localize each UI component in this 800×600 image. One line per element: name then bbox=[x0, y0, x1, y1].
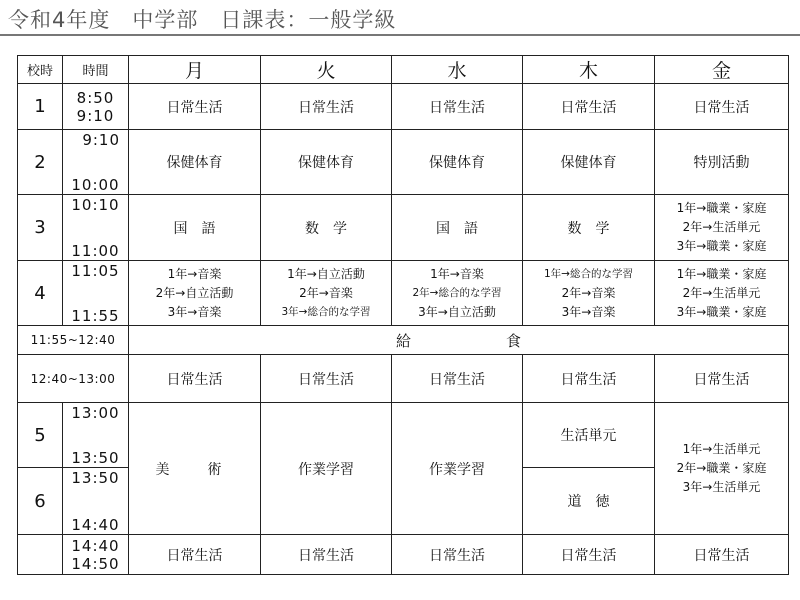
cell-mon: 保健体育 bbox=[129, 130, 261, 195]
header-time: 時間 bbox=[63, 56, 129, 84]
grade-line: 3年→音楽 bbox=[561, 304, 616, 319]
period-time bbox=[63, 535, 129, 575]
time-start: 13:00 bbox=[71, 403, 120, 422]
grade-line: 3年→生活単元 bbox=[682, 480, 761, 494]
lunch-row bbox=[18, 326, 789, 355]
period-number bbox=[18, 535, 63, 575]
time-start: 8:50 bbox=[76, 88, 115, 107]
cell-tue: 日常生活 bbox=[261, 355, 392, 403]
grade-line: 3年→職業・家庭 bbox=[676, 304, 767, 319]
timetable bbox=[17, 55, 789, 575]
cell-fri: 日常生活 bbox=[655, 535, 789, 575]
period-number: 4 bbox=[18, 261, 63, 326]
grade-line: 3年→自立活動 bbox=[418, 304, 496, 319]
period-5-row bbox=[18, 403, 789, 468]
cell-fri: 特別活動 bbox=[655, 130, 789, 195]
time-end: 11:00 bbox=[71, 241, 120, 260]
cell-thu-p5: 生活単元 bbox=[523, 403, 655, 468]
period-3-row bbox=[18, 195, 789, 261]
cell-tue: 日常生活 bbox=[261, 84, 392, 130]
period-time bbox=[63, 468, 129, 535]
cell-mon-p56: 美 術 bbox=[129, 403, 261, 535]
grade-line: 1年→総合的な学習 bbox=[544, 267, 633, 280]
grade-line: 2年→職業・家庭 bbox=[676, 461, 767, 475]
header-row bbox=[18, 56, 789, 84]
cell-thu: 日常生活 bbox=[523, 535, 655, 575]
cell-wed bbox=[392, 261, 523, 326]
period-time bbox=[63, 130, 129, 195]
grade-line: 1年→職業・家庭 bbox=[676, 266, 767, 281]
cell-mon: 日常生活 bbox=[129, 84, 261, 130]
grade-line: 1年→音楽 bbox=[167, 266, 222, 281]
header-day-tue: 火 bbox=[261, 56, 392, 84]
page-title: 令和4年度 中学部 日課表：一般学級 bbox=[8, 8, 397, 32]
cell-wed: 国 語 bbox=[392, 195, 523, 261]
cell-mon: 日常生活 bbox=[129, 355, 261, 403]
period-number: 5 bbox=[18, 403, 63, 468]
after-lunch-time: 12:40~13:00 bbox=[18, 355, 129, 403]
grade-line: 3年→総合的な学習 bbox=[281, 305, 371, 318]
period-time bbox=[63, 403, 129, 468]
grade-line: 3年→職業・家庭 bbox=[676, 239, 767, 253]
period-time bbox=[63, 195, 129, 261]
cell-thu bbox=[523, 261, 655, 326]
last-row bbox=[18, 535, 789, 575]
grade-line: 2年→総合的な学習 bbox=[412, 286, 502, 299]
cell-fri bbox=[655, 195, 789, 261]
grade-line: 1年→自立活動 bbox=[287, 266, 365, 281]
cell-mon: 国 語 bbox=[129, 195, 261, 261]
time-start: 14:40 bbox=[71, 536, 120, 555]
grade-line: 1年→職業・家庭 bbox=[676, 201, 767, 215]
grade-line: 2年→生活単元 bbox=[682, 285, 761, 300]
time-end: 10:00 bbox=[71, 175, 120, 194]
cell-thu-p6: 道 徳 bbox=[523, 468, 655, 535]
period-1-row bbox=[18, 84, 789, 130]
lunch-label bbox=[129, 326, 789, 355]
grade-line: 2年→生活単元 bbox=[682, 220, 761, 234]
cell-wed: 保健体育 bbox=[392, 130, 523, 195]
cell-tue-p56: 作業学習 bbox=[261, 403, 392, 535]
grade-line: 1年→生活単元 bbox=[682, 442, 761, 456]
time-end: 13:50 bbox=[71, 448, 120, 467]
cell-wed: 日常生活 bbox=[392, 355, 523, 403]
cell-fri: 日常生活 bbox=[655, 84, 789, 130]
cell-mon bbox=[129, 261, 261, 326]
period-number: 3 bbox=[18, 195, 63, 261]
cell-mon: 日常生活 bbox=[129, 535, 261, 575]
header-day-wed: 水 bbox=[392, 56, 523, 84]
title-divider bbox=[0, 34, 800, 36]
header-period: 校時 bbox=[18, 56, 63, 84]
period-time bbox=[63, 261, 129, 326]
time-start: 10:10 bbox=[71, 195, 120, 214]
cell-wed: 日常生活 bbox=[392, 84, 523, 130]
cell-thu: 日常生活 bbox=[523, 355, 655, 403]
cell-tue: 数 学 bbox=[261, 195, 392, 261]
cell-tue: 日常生活 bbox=[261, 535, 392, 575]
cell-wed: 日常生活 bbox=[392, 535, 523, 575]
period-2-row bbox=[18, 130, 789, 195]
cell-wed-p56: 作業学習 bbox=[392, 403, 523, 535]
after-lunch-row bbox=[18, 355, 789, 403]
lunch-char: 食 bbox=[505, 331, 521, 350]
cell-thu: 保健体育 bbox=[523, 130, 655, 195]
header-day-thu: 木 bbox=[523, 56, 655, 84]
cell-fri bbox=[655, 261, 789, 326]
period-number: 6 bbox=[18, 468, 63, 535]
time-start: 11:05 bbox=[71, 261, 120, 280]
grade-line: 2年→音楽 bbox=[561, 285, 616, 300]
time-start: 13:50 bbox=[71, 468, 120, 487]
time-end: 14:50 bbox=[71, 554, 120, 573]
header-day-mon: 月 bbox=[129, 56, 261, 84]
cell-thu: 日常生活 bbox=[523, 84, 655, 130]
lunch-time: 11:55~12:40 bbox=[18, 326, 129, 355]
grade-line: 2年→音楽 bbox=[299, 285, 353, 300]
time-end: 14:40 bbox=[71, 515, 120, 534]
period-number: 1 bbox=[18, 84, 63, 130]
time-end: 9:10 bbox=[76, 106, 115, 125]
grade-line: 1年→音楽 bbox=[430, 266, 484, 281]
cell-fri: 日常生活 bbox=[655, 355, 789, 403]
time-end: 11:55 bbox=[71, 306, 120, 325]
cell-thu: 数 学 bbox=[523, 195, 655, 261]
lunch-char: 給 bbox=[395, 331, 411, 350]
period-4-row bbox=[18, 261, 789, 326]
cell-fri-p56 bbox=[655, 403, 789, 535]
period-time bbox=[63, 84, 129, 130]
cell-tue bbox=[261, 261, 392, 326]
period-number: 2 bbox=[18, 130, 63, 195]
cell-tue: 保健体育 bbox=[261, 130, 392, 195]
time-start: 9:10 bbox=[82, 130, 120, 149]
grade-line: 2年→自立活動 bbox=[155, 285, 234, 300]
grade-line: 3年→音楽 bbox=[167, 304, 222, 319]
header-day-fri: 金 bbox=[655, 56, 789, 84]
